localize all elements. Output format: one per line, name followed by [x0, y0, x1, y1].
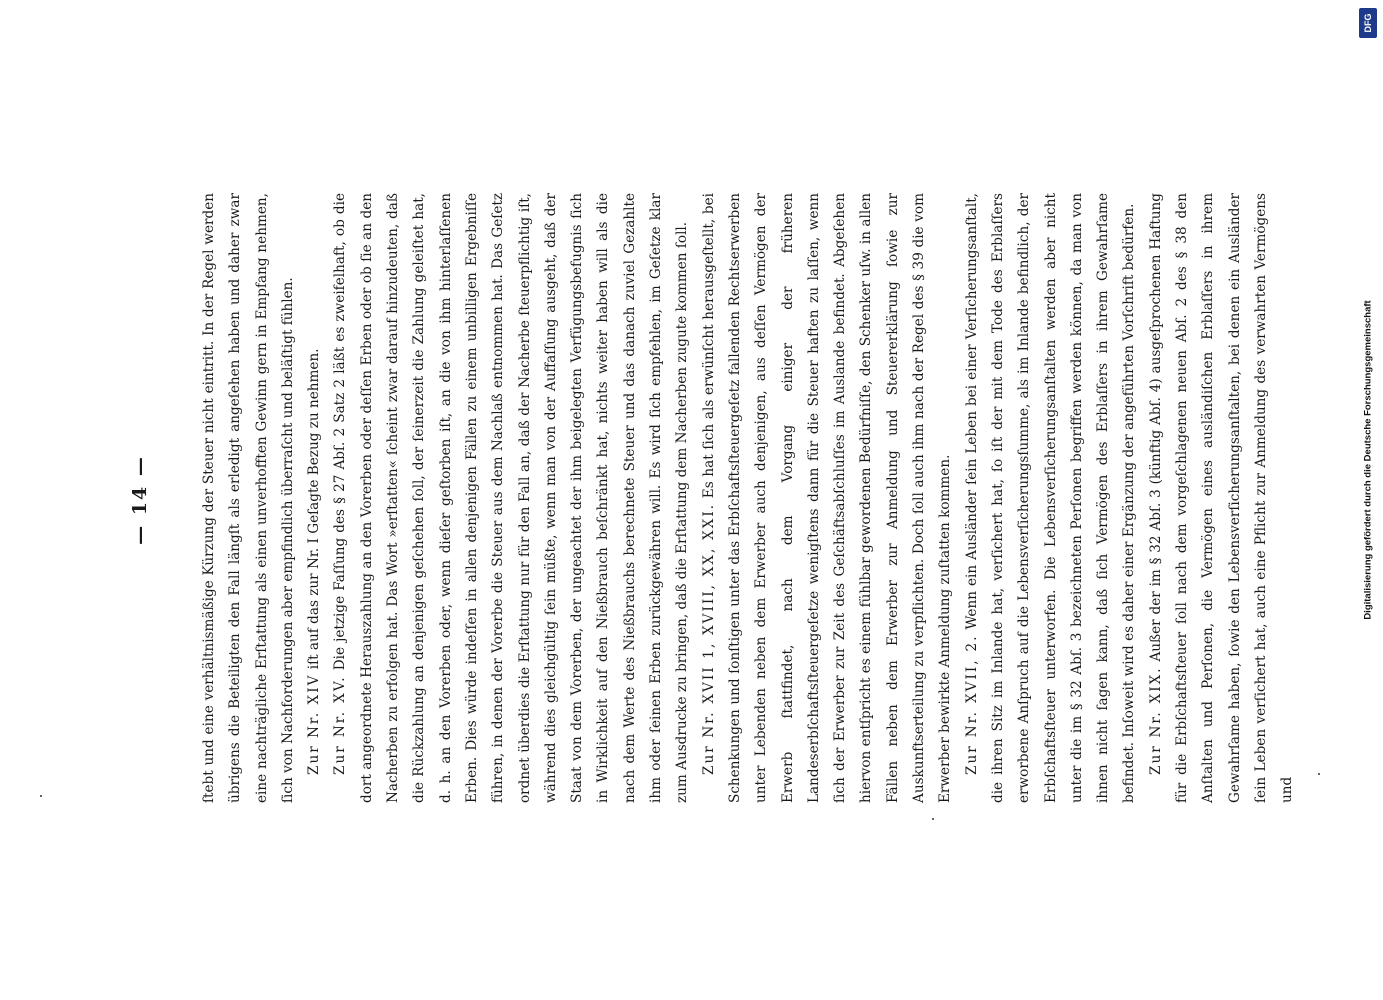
paragraph	[696, 193, 959, 803]
paragraph-heading: Zur Nr. XVII, 2.	[963, 634, 980, 775]
paragraph-text: Es hat ſich als erwünſcht herausgeſtellt, bei Schenkungen und ſonſtigen unter das Erbſchaftsſteuergeſetz fallenden Rechtserwerben unter Lebenden neben dem Erwerber auch denjenigen, aus deſſen Vermögen der Erwerb ſtattfindet, nach dem Vorgang einiger der früheren Landeserbſchaftsſteuergeſetze wenigſtens dann für die Steuer haften zu laſſen, wenn ſich der Erwerber zur Zeit des Geſchäftsabſchluſſes im Auslande befindet. Abgeſehen hiervon entſpricht es einem fühlbar gewordenen Bedürfniſſe, den Schenker uſw. in allen Fällen neben dem Erwerber zur Anmeldung und Steuererklärung ſowie zur Auskunftserteilung zu verpflichten. Doch ſoll auch ihm nach der Regel des § 39 die vom Erwerber bewirkte Anmeldung zuſtatten kommen.	[700, 192, 954, 803]
dfg-credit-strip	[1355, 0, 1381, 1000]
paragraph	[327, 193, 695, 803]
rotated-page-content	[121, 175, 1296, 825]
page-number: — 14 —	[129, 455, 151, 545]
paragraph-heading: Zur Nr. XVII 1, XVIII, XX, XXI.	[700, 502, 717, 775]
paragraph-heading: Zur Nr. XV.	[332, 675, 349, 775]
scan-speck	[40, 795, 42, 797]
digitization-credit: Digitalisierung gefördert durch die Deutsche Forschungsgemeinschaft	[1362, 300, 1374, 620]
scan-speck	[1318, 773, 1320, 775]
dfg-logo	[1359, 8, 1377, 38]
paragraph	[196, 193, 301, 803]
paragraph-text: Die jetzige Faſſung des § 27 Abſ. 2 Satz 2 läßt es zweifelhaft, ob die dort angeordnete Herauszahlung an den Vorerben oder deſſen Erben oder ob ſie an den Nacherben zu erfolgen hat. Das Wort »erſtatten« ſcheint zwar darauf hinzudeuten, daß die Rückzahlung an denjenigen geſchehen ſoll, der ſeinerzeit die Zahlung geleiſtet hat, d. h. an den Vorerben oder, wenn dieſer geſtorben iſt, an die von ihm hinterlaſſenen Erben. Dies würde indeſſen in allen denjenigen Fällen zu einem unbilligen Ergebniſſe führen, in denen der Vorerbe die Steuer aus dem Nachlaß entnommen hat. Das Geſetz ordnet überdies die Erſtattung nur für den Fall an, daß der Nacherbe ſteuerpflichtig iſt, während dies gleichgültig ſein müßte, wenn man von der Auffaſſung ausgeht, daß der Staat von dem Vorerben, der ungeachtet der ihm beigelegten Verfügungsbefugnis ſich in Wirklichkeit auf den Nießbrauch beſchränkt hat, nichts weiter haben will als die nach dem Werte des Nießbrauchs berechnete Steuer und das danach zuviel Gezahlte ihm oder ſeinen Erben zurückgewähren will. Es wird ſich empfehlen, im Geſetze klar zum Ausdrucke zu bringen, daß die Erſtattung dem Nacherben zugute kommen ſoll.	[332, 192, 691, 803]
paragraph-text: Außer der im § 32 Abſ. 3 (künftig Abſ. 4) ausgeſprochenen Haftung für die Erbſchaftsſteuer ſoll nach dem vorgeſchlagenen neuen Abſ. 2 des § 38 den Anſtalten und Perſonen, die Vermögen eines ausländiſchen Erblaſſers in ihrem Gewahrſame haben, ſowie den Lebensverſicherungsanſtalten, bei denen ein Ausländer ſein Leben verſichert hat, auch eine Pflicht zur Anmeldung des verwahrten Vermögens und	[1147, 193, 1296, 803]
paragraph-heading: Zur Nr. XIV	[306, 673, 323, 775]
paragraph-heading: Zur Nr. XIX.	[1147, 666, 1164, 775]
paragraph-text: iſt auf das zur Nr. I Geſagte Bezug zu nehmen.	[306, 348, 323, 674]
paragraph	[959, 193, 1143, 803]
paragraph	[1143, 193, 1301, 803]
scan-speck	[932, 818, 934, 820]
paragraph-text: Wenn ein Ausländer ſein Leben bei einer Verſicherungsanſtalt, die ihren Sitz im Inlande hat, verſichert hat, ſo iſt der mit dem Tode des Erblaſſers erworbene Anſpruch auf die Lebensverſicherungsſumme, als im Inlande befindlich, der Erbſchaftsſteuer unterworfen. Die Lebensverſicherungsanſtalten werden aber nicht unter die im § 32 Abſ. 3 bezeichneten Perſonen begriffen werden können, da man von ihnen nicht ſagen kann, daß ſich Vermögen des Erblaſſers in ihrem Gewahrſame befindet. Inſoweit wird es daher einer Ergänzung der angeführten Vorſchrift bedürfen.	[963, 193, 1138, 803]
paragraph	[301, 193, 327, 803]
paragraph-text: ſtebt und eine verhältnismäßige Kürzung der Steuer nicht eintritt. In der Regel werden übrigens die Beteiligten den Fall längſt als erledigt angeſehen haben und daher zwar eine nachträgliche Erſtattung als einen unverhofften Gewinn gern in Empfang nehmen, ſich von Nachforderungen aber empfindlich überraſcht und beläſtigt fühlen.	[201, 193, 296, 803]
dfg-logo-text: DFG	[1363, 13, 1373, 33]
body-text	[196, 193, 1300, 803]
